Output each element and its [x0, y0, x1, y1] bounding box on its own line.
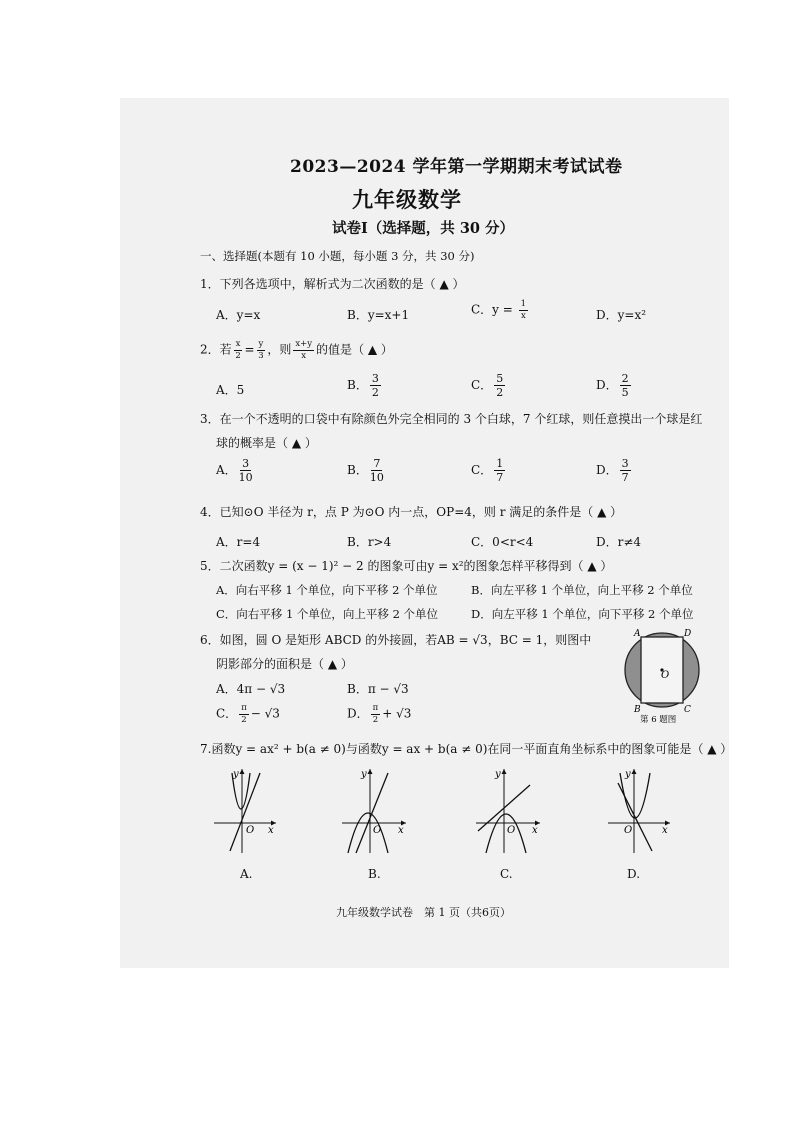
q7-label-d: D.: [627, 867, 641, 881]
y-axis-label: y: [361, 769, 367, 780]
origin-label: O: [373, 825, 382, 836]
part-title: 试卷Ⅰ（选择题，共 30 分）: [332, 220, 515, 237]
q3-option-d-fraction: [620, 458, 631, 483]
option-label: C．: [216, 706, 238, 721]
answer-marker: （ ▲ ）: [312, 657, 353, 671]
numerator: x+y: [295, 339, 313, 349]
y-axis-label: y: [625, 769, 631, 780]
y-axis-arrow-icon: [632, 769, 637, 774]
parabola-curve: [486, 814, 526, 853]
q2-option-c: [471, 373, 507, 398]
answer-marker: （ ▲ ）: [352, 342, 393, 357]
q2-part1: 2．若: [200, 342, 232, 357]
straight-line: [618, 783, 652, 851]
q2-option-b: [347, 373, 383, 398]
q5-option-b: B．向左平移 1 个单位，向上平移 2 个单位: [471, 583, 693, 597]
y-axis-label: y: [495, 769, 501, 780]
q2-part2: ，则: [267, 342, 292, 357]
question-7-stem: [200, 740, 732, 757]
origin-label: O: [624, 825, 633, 836]
q3-option-a: [216, 458, 255, 483]
question-4-text: 4．已知⊙O 半径为 r，点 P 为⊙O 内一点，OP=4，则 r 满足的条件是: [200, 505, 582, 519]
question-1-text: 1．下列各选项中，解析式为二次函数的是: [200, 277, 424, 291]
y-axis-arrow-icon: [502, 769, 507, 774]
denominator: 10: [369, 471, 384, 484]
q7-graph-c: [472, 765, 546, 855]
straight-line: [356, 773, 388, 853]
q6-option-c: [216, 704, 280, 724]
figure-caption: 第 6 题图: [640, 715, 677, 724]
question-6-line2: [216, 655, 353, 672]
denominator: 5: [621, 386, 629, 399]
q6-option-d: [347, 704, 411, 724]
q2-option-c-fraction: [494, 373, 505, 398]
q6-option-c-rest: − √3: [250, 706, 280, 721]
q5-option-a: A．向右平移 1 个单位，向下平移 2 个单位: [216, 583, 438, 597]
option-label: D．: [596, 378, 618, 392]
denominator: 2: [371, 386, 379, 399]
q7-graph-a: [210, 765, 280, 855]
straight-line: [230, 773, 260, 851]
numerator: π: [372, 703, 379, 713]
denominator: 3: [258, 350, 264, 361]
q1-option-b: B．y=x+1: [347, 308, 410, 322]
q1-option-c-fraction: [519, 300, 528, 320]
numerator: 5: [496, 372, 504, 385]
q4-option-a: A．r=4: [216, 535, 261, 549]
answer-marker: （ ▲ ）: [276, 436, 317, 450]
numerator: π: [241, 703, 247, 713]
answer-marker: （ ▲ ）: [691, 742, 733, 756]
numerator: y: [258, 339, 264, 349]
q2-fraction-1: [234, 340, 243, 360]
question-4-stem: [200, 503, 622, 520]
section-heading: 一、选择题(本题有 10 小题，每小题 3 分，共 30 分): [200, 249, 475, 263]
q3-option-c: [471, 458, 507, 483]
q7-label-c: C.: [500, 867, 513, 881]
q4-option-c: C．0<r<4: [471, 535, 534, 549]
option-label: C．: [471, 463, 493, 477]
numerator: x: [235, 339, 241, 349]
q3-option-b: [347, 458, 386, 483]
subject-title: 九年级数学: [352, 187, 462, 212]
answer-marker: （ ▲ ）: [423, 277, 465, 291]
denominator: 2: [372, 714, 379, 725]
question-6-line1: 6．如图，圆 O 是矩形 ABCD 的外接圆，若AB = √3，BC = 1，则图中: [200, 633, 592, 647]
q3-option-c-fraction: [494, 458, 505, 483]
q1-option-c-prefix: C．y =: [471, 302, 513, 317]
numerator: 3: [371, 372, 379, 385]
numerator: 1: [520, 299, 527, 309]
x-axis-label: x: [662, 825, 668, 836]
question-3-line1: 3．在一个不透明的口袋中有除颜色外完全相同的 3 个白球，7 个红球，则任意摸出一个球是红: [200, 412, 703, 426]
vertex-label-a: A: [634, 629, 641, 639]
vertex-label-d: D: [684, 629, 692, 639]
origin-label: O: [507, 825, 516, 836]
x-axis-label: x: [398, 825, 404, 836]
q2-part3: 的值是: [316, 342, 353, 357]
numerator: 1: [496, 457, 504, 470]
q6-option-d-fraction: [371, 704, 381, 724]
question-5-text: 5．二次函数y = (x − 1)² − 2 的图象可由y = x²的图象怎样平移得到: [200, 559, 572, 573]
q5-option-c: C．向右平移 1 个单位，向上平移 2 个单位: [216, 607, 439, 621]
denominator: 2: [241, 714, 247, 725]
option-label: C．: [471, 378, 493, 392]
question-6-text: 阴影部分的面积是: [216, 657, 313, 671]
option-label: D．: [596, 463, 618, 477]
exam-title: 2023—2024 学年第一学期期末考试试卷: [290, 157, 623, 177]
option-label: B．: [347, 378, 368, 392]
numerator: 3: [621, 457, 629, 470]
q6-option-d-rest: + √3: [382, 706, 412, 721]
q5-option-d: D．向左平移 1 个单位，向下平移 2 个单位: [471, 607, 694, 621]
q2-fraction-3: [293, 340, 314, 360]
answer-marker: （ ▲ ）: [581, 505, 623, 519]
q4-option-d: D．r≠4: [596, 535, 642, 549]
q6-figure: [618, 624, 714, 724]
q7-graph-b: [338, 765, 412, 855]
question-1-stem: [200, 275, 465, 292]
q2-option-d-fraction: [620, 373, 631, 398]
vertex-label-b: B: [634, 705, 641, 715]
q1-option-c: [471, 300, 530, 320]
numerator: 3: [242, 457, 250, 470]
denominator: x: [520, 310, 526, 321]
denominator: 10: [238, 471, 253, 484]
x-axis-label: x: [268, 825, 274, 836]
center-label-o: O: [661, 670, 670, 681]
origin-label: O: [246, 825, 255, 836]
denominator: 2: [496, 386, 504, 399]
q1-option-a: A．y=x: [216, 308, 261, 322]
q7-graph-d: [604, 765, 674, 855]
q3-option-a-fraction: [239, 458, 253, 483]
q2-option-b-fraction: [370, 373, 381, 398]
q2-equals: =: [244, 342, 255, 357]
page-footer: 九年级数学试卷 第 1 页（共6页）: [336, 906, 511, 919]
q6-option-c-fraction: [239, 704, 249, 724]
option-label: B．: [347, 463, 368, 477]
y-axis-arrow-icon: [240, 769, 245, 774]
question-3-text: 球的概率是: [216, 436, 277, 450]
parabola-curve: [348, 813, 388, 853]
numerator: 7: [373, 457, 381, 470]
q2-option-a: A．5: [216, 383, 245, 397]
q2-fraction-2: [257, 340, 266, 360]
q3-option-b-fraction: [370, 458, 384, 483]
answer-marker: （ ▲ ）: [571, 559, 613, 573]
option-label: A．: [216, 463, 237, 477]
y-axis-label: y: [233, 769, 239, 780]
question-3-line2: [216, 434, 317, 451]
q6-option-a: A．4π − √3: [216, 682, 286, 696]
vertex-label-c: C: [684, 705, 691, 715]
y-axis-arrow-icon: [368, 769, 373, 774]
option-label: D．: [347, 706, 369, 721]
q7-label-b: B.: [368, 867, 381, 881]
q7-label-a: A.: [240, 867, 253, 881]
denominator: 7: [496, 471, 504, 484]
q4-option-b: B．r>4: [347, 535, 392, 549]
q3-option-d: [596, 458, 633, 483]
question-7-text: 7.函数y = ax² + b(a ≠ 0)与函数y = ax + b(a ≠ 0)在同一平面直角坐标系中的图象可能是: [200, 742, 692, 756]
q6-option-b: B．π − √3: [347, 682, 409, 696]
denominator: 2: [235, 350, 241, 361]
question-2-stem: [200, 340, 393, 360]
numerator: 2: [621, 372, 629, 385]
q1-option-d: D．y=x²: [596, 308, 647, 322]
denominator: x: [301, 350, 307, 361]
denominator: 7: [621, 471, 629, 484]
x-axis-label: x: [532, 825, 538, 836]
question-5-stem: [200, 557, 612, 574]
q2-option-d: [596, 373, 633, 398]
